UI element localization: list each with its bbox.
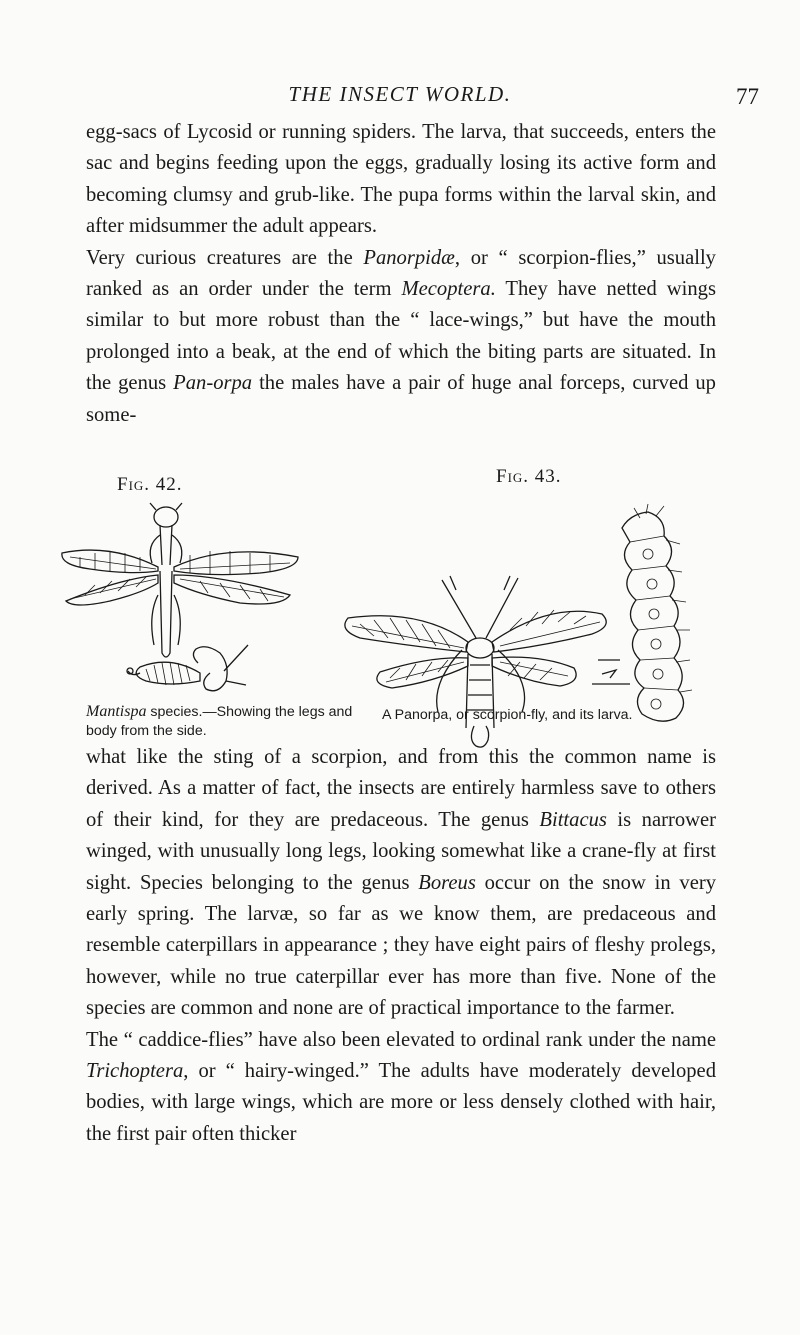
fig-42-caption [86,702,356,741]
text-run: They have netted wings similar to but more robust than the “ lace-wings,” but have the mouth prolonged into a beak, at the end of which the biting parts are situated. In the genus [86,278,716,395]
italic-term: Bittacus [539,808,607,831]
italic-term: Trichoptera [86,1060,184,1083]
text-run: The “ caddice-flies” have also been elevated to ordinal rank under the name [86,1028,716,1051]
italic-term: Mecoptera. [401,278,496,301]
paragraph [86,1025,716,1151]
text-run: , or “ hairy-winged.” The adults have moderately developed bodies, with large wings, which are more or less densely clothed with hair, the first pair often thicker [86,1060,716,1145]
fig-42-caption-genus: Mantispa [86,703,147,720]
fig-42-label: Fig. 42. [117,474,183,495]
text-run: occur on the snow in very early spring. The larvæ, so far as we know them, are predaceous and resemble caterpillars in appearance ; they have eight pairs of fleshy prolegs, however, while no true caterpillar ever has more than five. None of the species are common and none are of practical importance to the farmer. [86,871,716,1020]
text-run: egg-sacs of Lycosid or running spiders. The larva, that succeeds, enters the sac and begins feeding upon the eggs, gradually losing its active form and becoming clumsy and grub-like. The pupa forms within the larval skin, and after midsummer the adult appears. [86,121,716,238]
fig-43-label: Fig. 43. [496,466,562,487]
italic-term: Pan-orpa [173,372,253,395]
paragraph [86,117,716,243]
fig-42-caption-text: species.—Showing the legs and body from the side. [86,704,353,739]
paragraph [86,243,716,431]
fig-43-panorpa-illustration [330,500,710,725]
text-run: is narrower winged, with unusually long legs, looking somewhat like a crane-fly at first sight. Species belonging to the genus [86,808,717,894]
text-run: , or “ scorpion-flies,” usually ranked as an order under the term [86,246,716,301]
top-text-block [86,117,716,431]
text-run: what like the sting of a scorpion, and from this the common name is derived. As a matter of fact, the insects are entirely harmless save to others of their kind, for they are predaceous. The genus [86,746,716,831]
bottom-text-block [86,742,716,1150]
text-run: the males have a pair of huge anal forceps, curved up some- [86,372,716,426]
fig-43-caption: A Panorpa, or scorpion-fly, and its larva. [382,707,633,723]
text-run: Very curious creatures are the [86,246,364,269]
fig-42-mantispa-illustration [50,505,310,700]
page-number: 77 [736,84,759,109]
italic-term: Panorpidæ [363,246,455,269]
paragraph [86,742,716,1025]
running-head: THE INSECT WORLD. [288,82,512,106]
italic-term: Boreus [418,871,476,894]
